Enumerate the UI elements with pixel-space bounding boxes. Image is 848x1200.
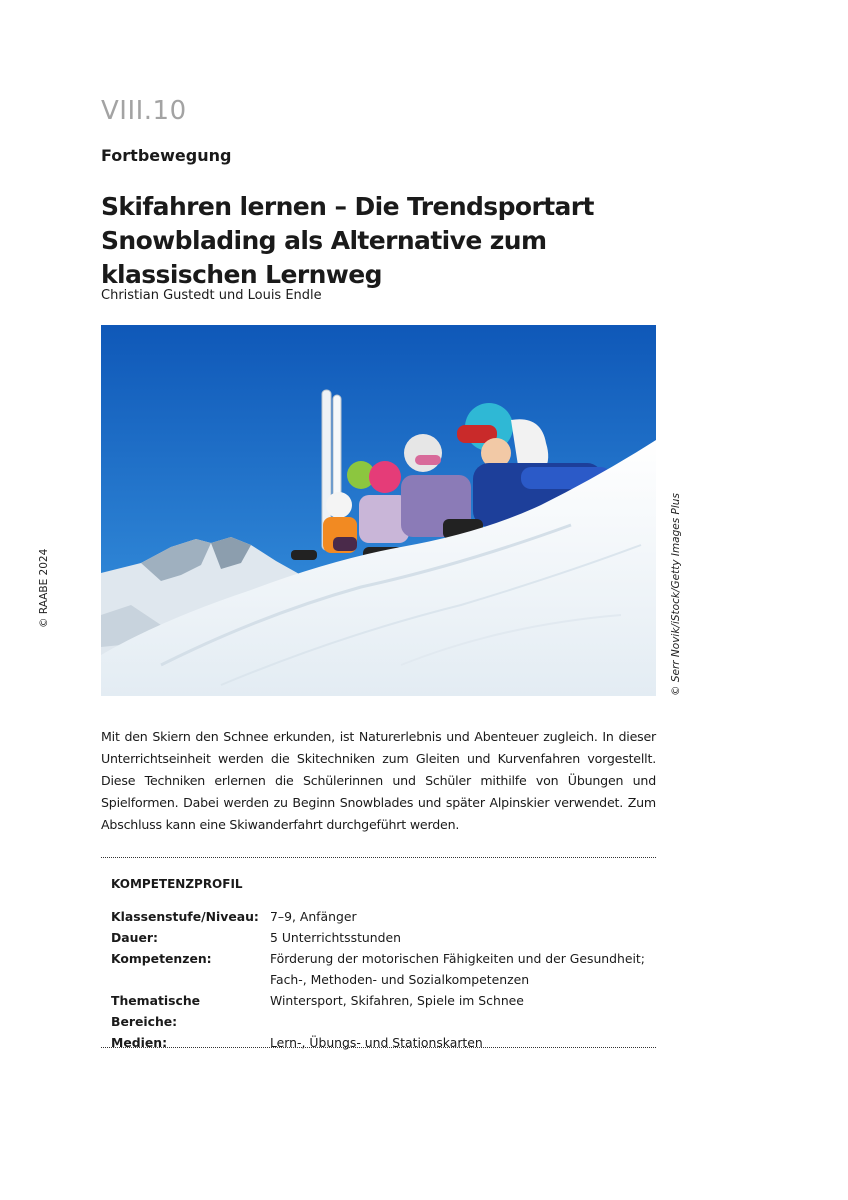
kompetenzprofil-heading: KOMPETENZPROFIL [111,877,243,891]
dotted-divider-bottom [101,1047,656,1048]
intro-paragraph: Mit den Skiern den Schnee erkunden, ist Naturerlebnis und Abenteuer zugleich. In dieser Unterrichtseinheit werden die Skitechniken zum Gleiten und Kurvenfahren vorgestellt. Diese Techniken erlernen die Schülerinnen und Schüler mithilfe von Übungen und Spielformen. Dabei werden zu Beginn Snowblades und später Alpinskier verwendet. Zum Abschluss kann eine Skiwanderfahrt durchgeführt werden. [101,729,656,832]
row-label: Dauer: [111,930,158,945]
kompetenz-row [111,927,656,948]
row-value: 5 Unterrichtsstunden [270,930,401,945]
kompetenz-row [111,1032,656,1053]
row-value: Förderung der motorischen Fähigkeiten und der Gesundheit; Fach-, Methoden- und Sozialkompetenzen [270,951,645,987]
kompetenzprofil-table [111,906,656,1053]
kompetenz-row [111,948,656,990]
cover-photo [101,325,656,696]
kompetenz-row [111,990,656,1032]
dotted-divider-top [101,857,656,858]
row-label: Thematische Bereiche: [111,993,201,1029]
category-heading: Fortbewegung [101,146,232,165]
row-value: Lern-, Übungs- und Stationskarten [270,1035,483,1050]
row-value: Wintersport, Skifahren, Spiele im Schnee [270,993,524,1008]
page-title: Skifahren lernen – Die Trendsportart Snowblading als Alternative zum klassischen Lernweg [101,192,594,289]
photo-credit: © Serr Novik/iStock/Getty Images Plus [670,493,682,696]
authors: Christian Gustedt und Louis Endle [101,288,322,303]
row-value: 7–9, Anfänger [270,909,357,924]
copyright-note: © RAABE 2024 [38,548,50,628]
row-label: Medien: [111,1035,168,1050]
kompetenz-row [111,906,656,927]
section-number: VIII.10 [101,96,187,126]
row-label: Klassenstufe/Niveau: [111,909,259,924]
row-label: Kompetenzen: [111,951,212,966]
